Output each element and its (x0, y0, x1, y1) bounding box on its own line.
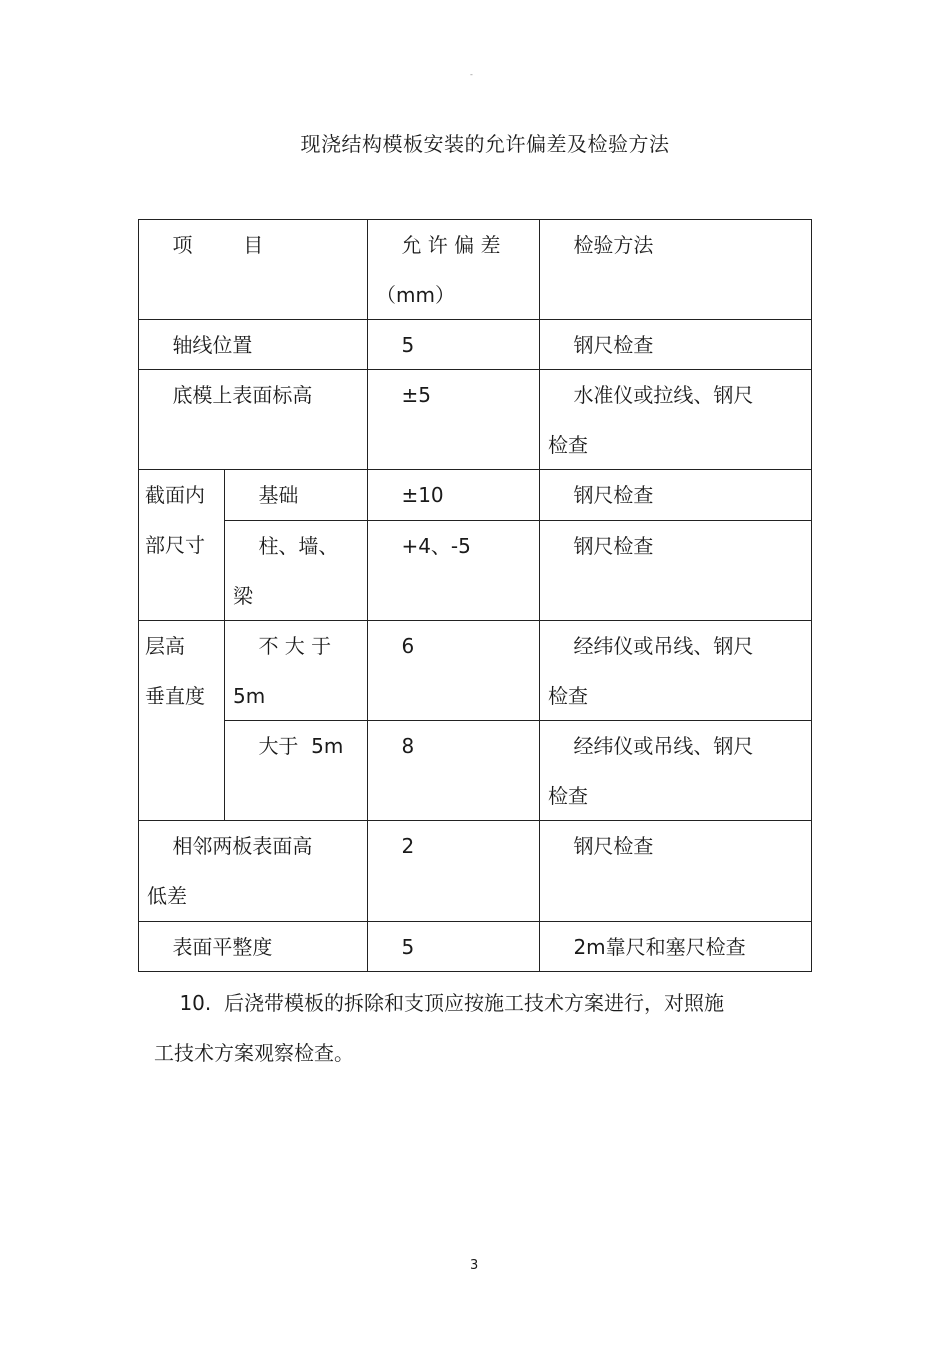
header-method: 检验方法 (539, 219, 812, 319)
paragraph-text: 10. 后浇带模板的拆除和支顶应按施工技术方案进行，对照施 工技术方案观察检查。 (154, 991, 724, 1065)
table-row-tolerance: ±10 (367, 469, 539, 520)
page-title: 现浇结构模板安装的允许偏差及检验方法 (300, 132, 670, 156)
table-row-subitem: 不 大 于 5m (224, 620, 367, 720)
tolerance-table (138, 219, 812, 972)
table-row-tolerance: ±5 (367, 369, 539, 469)
table-group-label: 层高 垂直度 (138, 620, 224, 820)
table-row-tolerance: 5 (367, 921, 539, 972)
table-row-subitem: 大于 5m (224, 720, 367, 820)
header-mark: - (470, 70, 473, 79)
table-row-tolerance: 2 (367, 820, 539, 921)
table-row-subitem: 基础 (224, 469, 367, 520)
table-row-item: 相邻两板表面高 低差 (138, 820, 367, 921)
table-row-tolerance: +4、-5 (367, 520, 539, 620)
table-row-item: 表面平整度 (138, 921, 367, 972)
table-group-label: 截面内 部尺寸 (138, 469, 224, 620)
header-tolerance: 允 许 偏 差 （mm） (367, 219, 539, 319)
header-item: 项 目 (138, 219, 367, 319)
table-row-tolerance: 6 (367, 620, 539, 720)
table-row-method: 经纬仪或吊线、钢尺 检查 (539, 620, 812, 720)
table-row-item: 底模上表面标高 (138, 369, 367, 469)
table-row-subitem: 柱、墙、 梁 (224, 520, 367, 620)
table-row-method: 钢尺检查 (539, 820, 812, 921)
table-row-method: 钢尺检查 (539, 520, 812, 620)
table-row-method: 钢尺检查 (539, 319, 812, 369)
table-row-method: 2m靠尺和塞尺检查 (539, 921, 812, 972)
table-row-method: 水准仪或拉线、钢尺 检查 (539, 369, 812, 469)
table-row-item: 轴线位置 (138, 319, 367, 369)
table-row-method: 经纬仪或吊线、钢尺 检查 (539, 720, 812, 820)
table-row-tolerance: 8 (367, 720, 539, 820)
table-row-method: 钢尺检查 (539, 469, 812, 520)
table-row-tolerance: 5 (367, 319, 539, 369)
page-number: 3 (470, 1258, 479, 1273)
